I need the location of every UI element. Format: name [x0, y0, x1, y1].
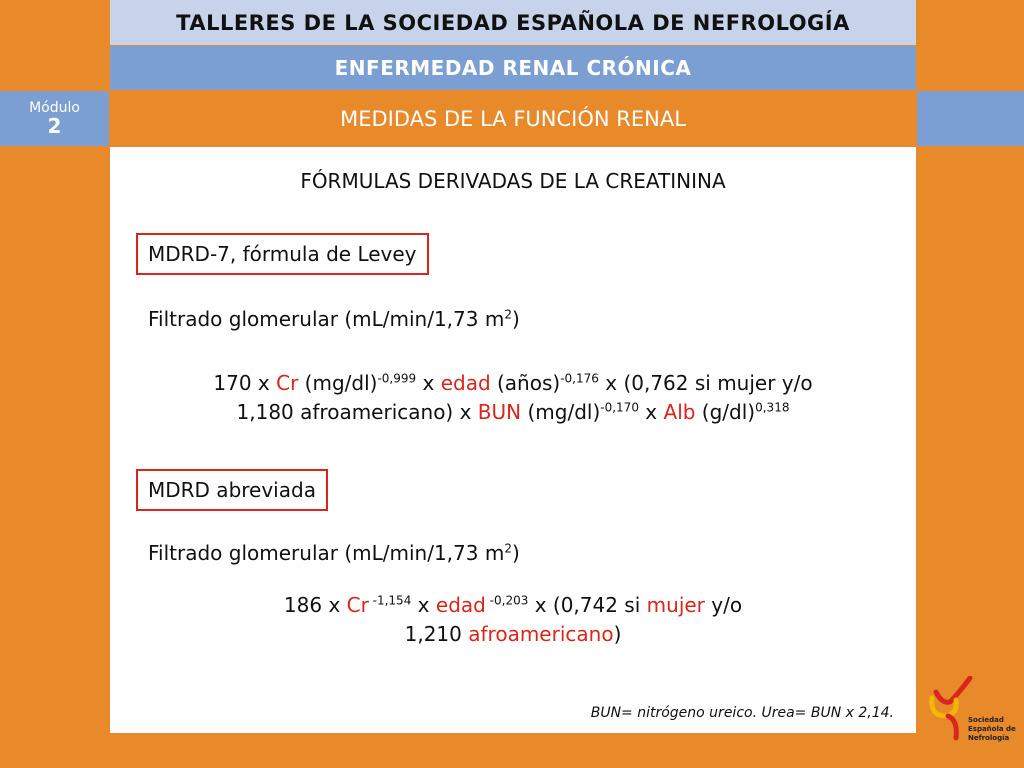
f1-l1-a: 170 x: [213, 371, 277, 395]
footnote: BUN= nitrógeno ureico. Urea= BUN x 2,14.: [590, 705, 894, 721]
f1-l1-exp2: -0,176: [560, 371, 599, 386]
f1-l2-exp2: 0,318: [755, 400, 790, 415]
formula1-expression: [110, 369, 916, 427]
f2-l1-a: 186 x: [283, 593, 347, 617]
f2-afro: afroamericano: [468, 622, 614, 646]
formula1-rate-label: [148, 307, 520, 331]
f2-mujer: mujer: [646, 593, 705, 617]
formula2-line2: [110, 620, 916, 649]
right-accent-box: [917, 91, 1024, 146]
f2-l1-exp1: -1,154: [368, 593, 412, 608]
slide-subtitle-text: ENFERMEDAD RENAL CRÓNICA: [334, 56, 692, 80]
content-panel: [110, 147, 916, 733]
f1-edad: edad: [440, 371, 491, 395]
logo-text: [968, 716, 1016, 743]
formula2-line1: [110, 591, 916, 620]
module-number: 2: [47, 114, 62, 138]
logo-line3: Nefrología: [968, 734, 1010, 742]
top-right-bg: [917, 0, 1024, 90]
f2-l2-b: ): [613, 622, 622, 646]
formula1-box-label: MDRD-7, fórmula de Levey: [136, 233, 429, 275]
f1-l1-b: (mg/dl): [298, 371, 378, 395]
formula1-rate-close: ): [511, 307, 520, 331]
f2-l2-a: 1,210: [404, 622, 469, 646]
formula1-rate-text: Filtrado glomerular (mL/min/1,73 m: [148, 307, 505, 331]
f2-l1-c: x (0,742 si: [528, 593, 647, 617]
f1-l2-d: (g/dl): [695, 400, 756, 424]
formula2-expression: [110, 591, 916, 649]
f1-alb: Alb: [663, 400, 696, 424]
slide-title: [110, 0, 916, 45]
formula1-line2: [110, 398, 916, 427]
formula1-rate-sup: 2: [504, 307, 512, 322]
f2-l1-d: y/o: [704, 593, 743, 617]
slide-title-text: TALLERES DE LA SOCIEDAD ESPAÑOLA DE NEFROLOGÍA: [176, 10, 850, 35]
slide-subtitle: [110, 46, 916, 90]
f1-cr: Cr: [276, 371, 299, 395]
formula2-box-label: MDRD abreviada: [136, 469, 328, 511]
f1-l2-exp1: -0,170: [600, 400, 639, 415]
f2-l1-b: x: [411, 593, 436, 617]
f1-l1-exp1: -0,999: [377, 371, 417, 386]
section-title: [110, 91, 916, 146]
f1-l1-d: (años): [490, 371, 561, 395]
f1-l2-c: x: [638, 400, 664, 424]
module-badge: [0, 91, 109, 146]
logo-line2: Española de: [968, 725, 1016, 733]
formula2-rate-label: [148, 541, 520, 565]
top-left-bg: [0, 0, 109, 90]
logo-red-arc: [948, 716, 956, 738]
formula2-rate-close: ): [511, 541, 520, 565]
f1-bun: BUN: [477, 400, 522, 424]
f1-l2-b: (mg/dl): [521, 400, 601, 424]
f2-cr: Cr: [346, 593, 369, 617]
formula2-rate-sup: 2: [504, 541, 512, 556]
formula1-line1: [110, 369, 916, 398]
f1-l2-a: 1,180 afroamericano) x: [236, 400, 478, 424]
content-heading: FÓRMULAS DERIVADAS DE LA CREATININA: [300, 169, 726, 193]
f2-edad: edad: [435, 593, 486, 617]
logo-line1: Sociedad: [968, 716, 1004, 724]
module-label: Módulo: [29, 100, 80, 116]
formula2-rate-text: Filtrado glomerular (mL/min/1,73 m: [148, 541, 505, 565]
section-title-text: MEDIDAS DE LA FUNCIÓN RENAL: [340, 106, 686, 131]
logo-red-check: [936, 678, 970, 702]
f2-l1-exp2: -0,203: [485, 593, 529, 608]
f1-l1-e: x (0,762 si mujer y/o: [598, 371, 813, 395]
f1-l1-c: x: [416, 371, 441, 395]
